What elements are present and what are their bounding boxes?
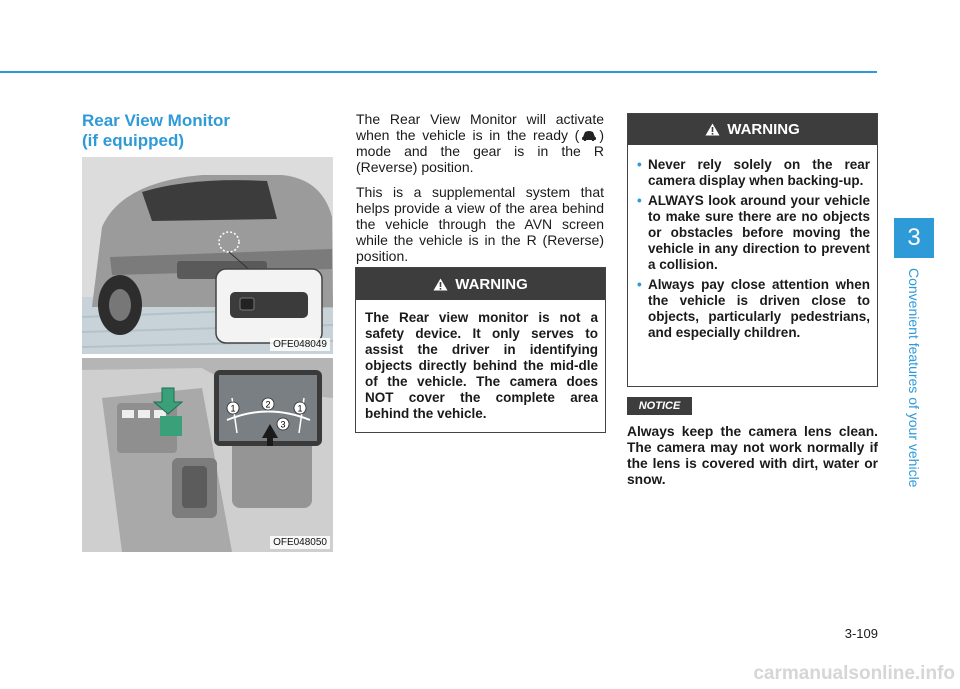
notice-text: Always keep the camera lens clean. The camera may not work normally if the lens is covered with dirt, water or snow. (627, 424, 878, 487)
section-title-line1: Rear View Monitor (82, 111, 230, 130)
intro-text (356, 111, 604, 273)
warning-triangle-icon (705, 123, 720, 136)
paragraph-text: ) mode and the gear is in the R (Reverse) position. (356, 127, 604, 175)
console-illustration (82, 358, 333, 552)
section-title (82, 111, 322, 151)
console-display-photo (82, 358, 333, 552)
paragraph: This is a supplemental system that helps provide a view of the area behind the vehicle through the AVN screen while the vehicle is in the R (Reverse) position. (356, 184, 604, 264)
warning-box (627, 113, 878, 387)
list-item: • Always pay close attention when the vehicle is driven close to objects, particularly pedestrians, and especially children. (637, 277, 870, 341)
rear-camera-photo (82, 157, 333, 354)
header-rule (0, 71, 877, 73)
display-label-2: 2 (265, 399, 271, 410)
list-item: • ALWAYS look around your vehicle to make sure there are no objects or obstacles before moving the vehicle in any direction to prevent a collision. (637, 193, 870, 273)
rear-vehicle-illustration (82, 157, 333, 354)
warning-text: The Rear view monitor is not a safety device. It only serves to assist the driver in identifying objects directly behind the mid-dle of the vehicle. The camera does NOT cover the complete area behind the vehicle. (365, 310, 598, 421)
chapter-tab: 3 (894, 218, 934, 258)
watermark: carmanualsonline.info (753, 663, 955, 684)
display-label-4: 1 (297, 403, 303, 414)
warning-heading: WARNING (455, 275, 528, 293)
image-code: OFE048049 (270, 338, 330, 351)
warning-header (356, 268, 605, 300)
section-title-line2: (if equipped) (82, 131, 184, 150)
page-number: 3-109 (844, 626, 878, 641)
notice-badge: NOTICE (627, 397, 692, 415)
list-item: • Never rely solely on the rear camera display when backing-up. (637, 157, 870, 189)
warning-list (628, 145, 877, 341)
warning-triangle-icon (433, 278, 448, 291)
image-code: OFE048050 (270, 536, 330, 549)
paragraph (356, 111, 604, 175)
display-label-3: 3 (280, 419, 286, 430)
warning-header (628, 114, 877, 145)
chapter-title: Convenient features of your vehicle (906, 268, 922, 488)
display-label-1: 1 (230, 403, 236, 414)
warning-heading: WARNING (727, 121, 800, 138)
ready-indicator-icon (581, 129, 597, 141)
paragraph-text: The Rear View Monitor will activate when the vehicle is in the ready ( (356, 111, 604, 143)
warning-box (355, 267, 606, 433)
